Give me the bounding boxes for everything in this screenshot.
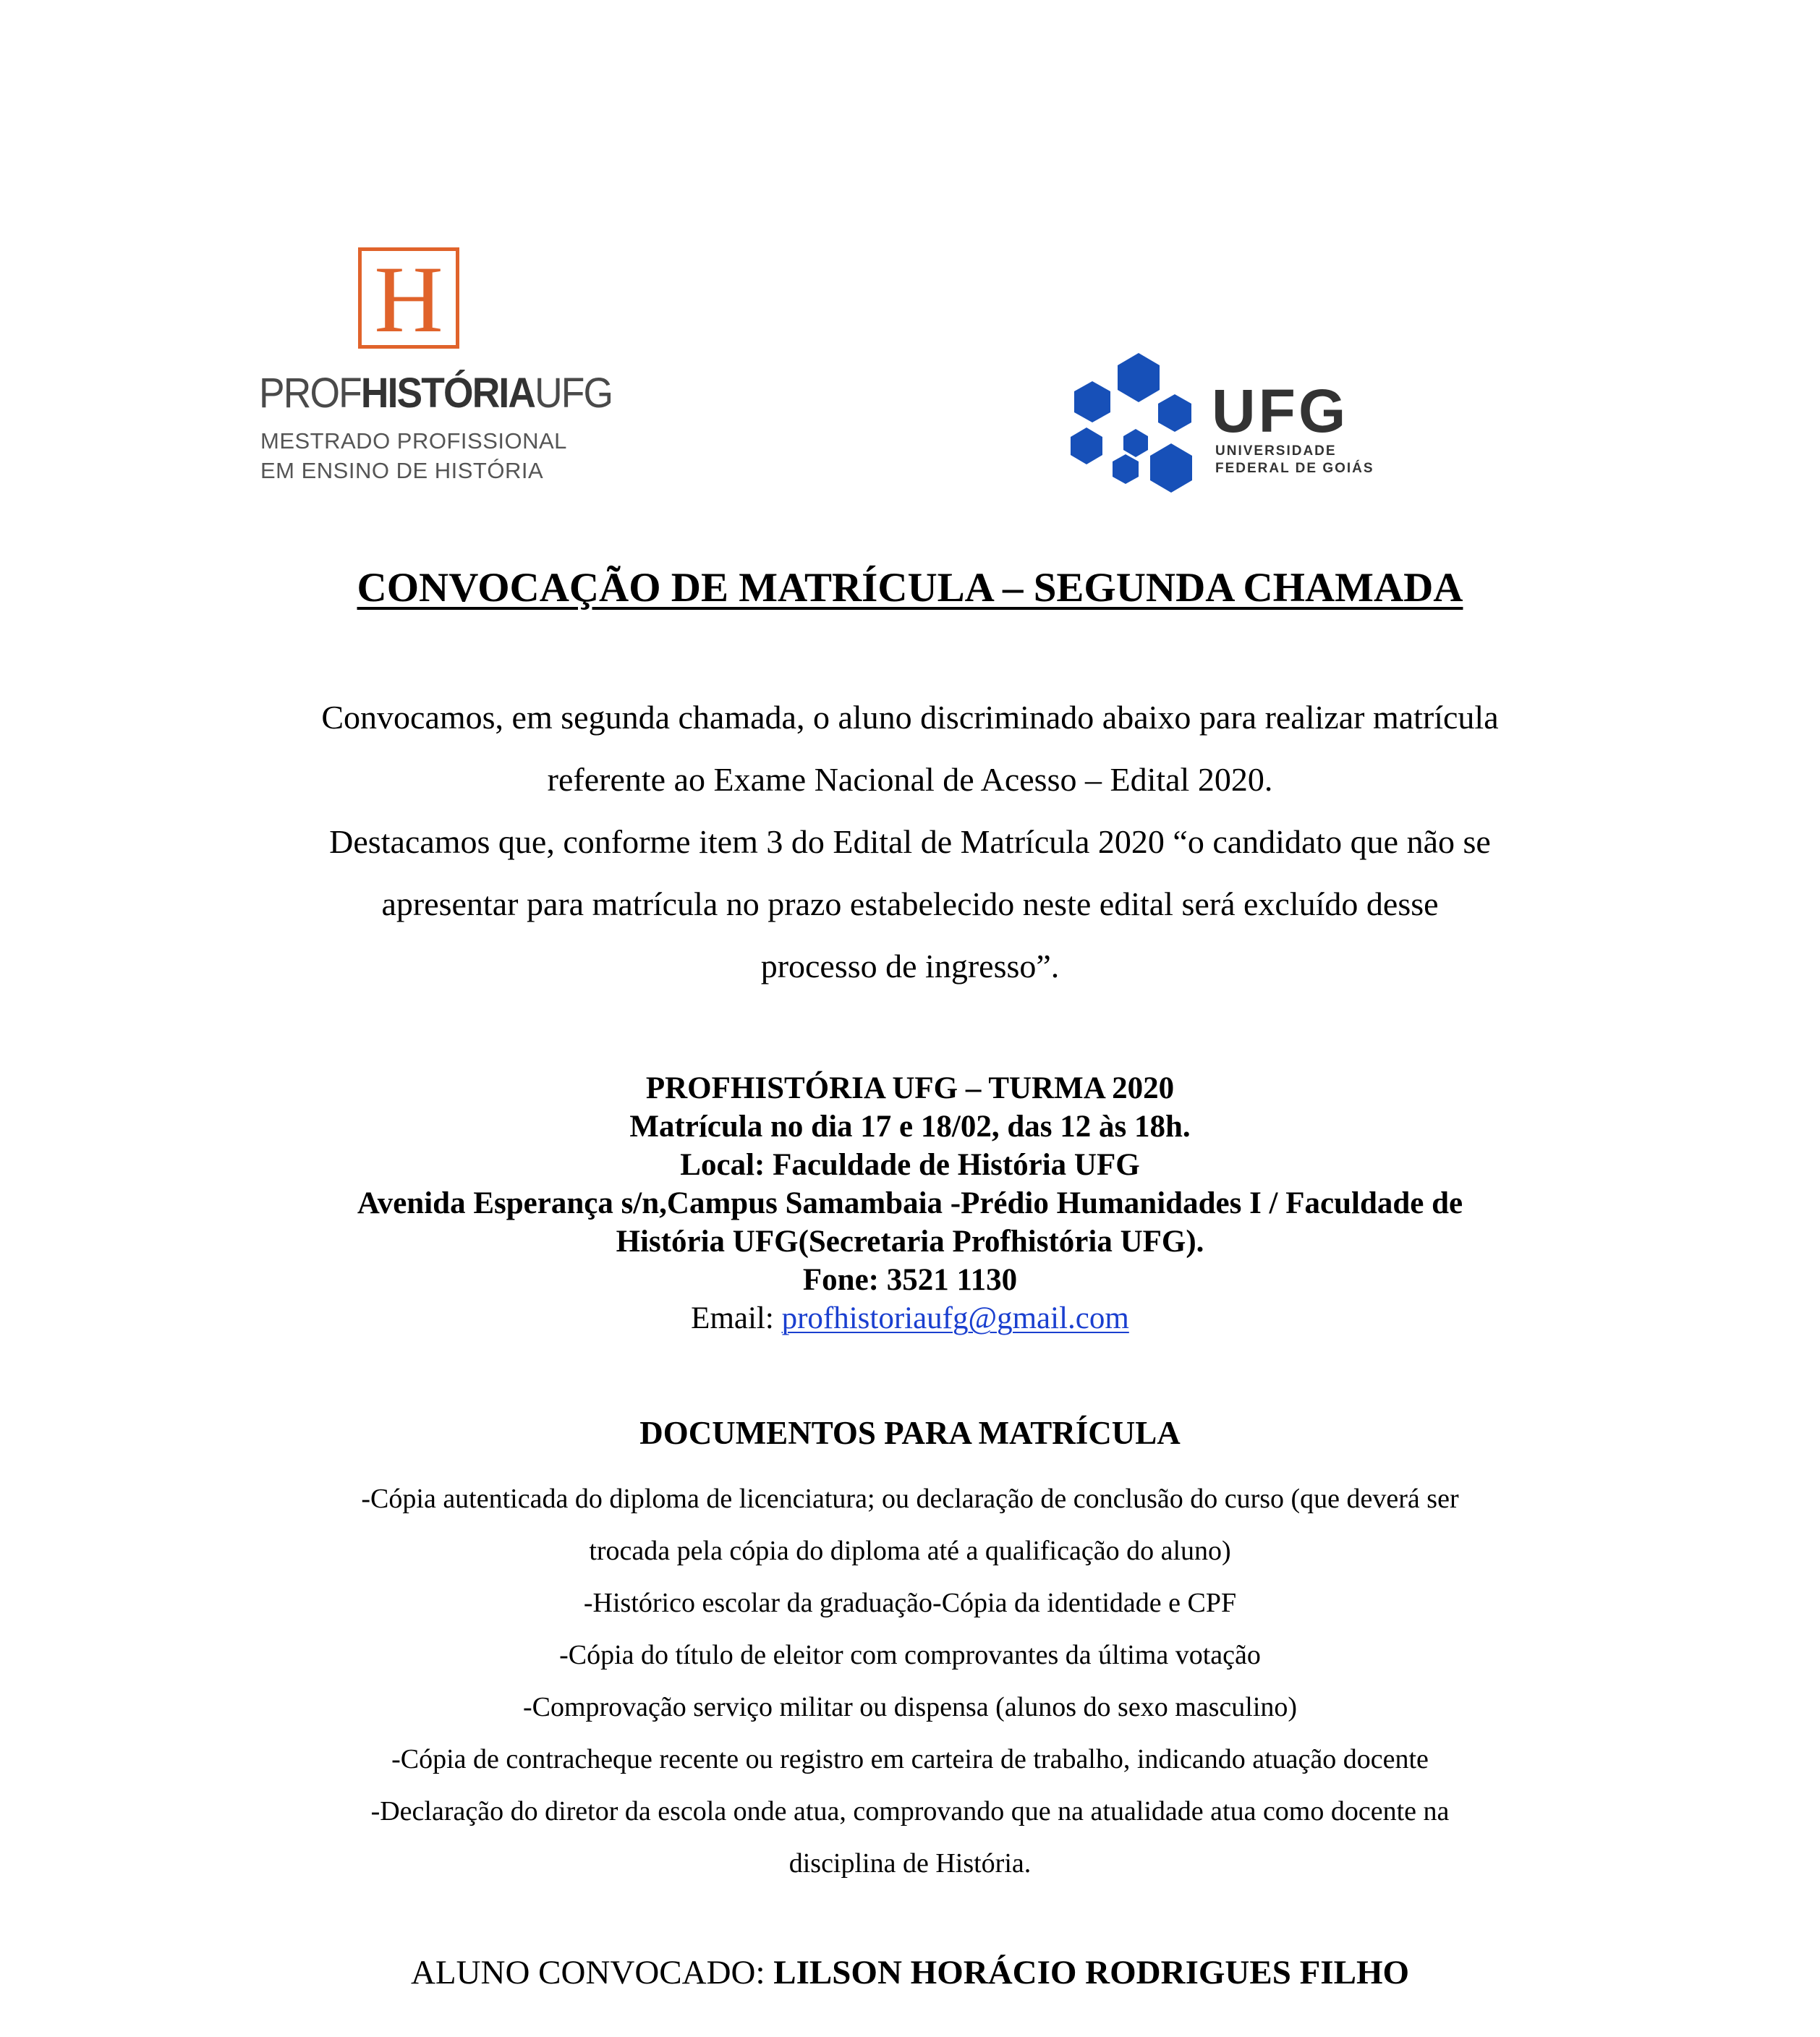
document-item: trocada pela cópia do diploma até a qualificação do aluno) <box>589 1536 1231 1566</box>
logo-letter: H <box>374 246 443 352</box>
document-item: -Cópia de contracheque recente ou registro em carteira de trabalho, indicando atuação docente <box>391 1744 1429 1774</box>
ufg-hex-2 <box>1074 381 1110 422</box>
page-title: CONVOCAÇÃO DE MATRÍCULA – SEGUNDA CHAMADA <box>357 565 1463 611</box>
documents-heading: DOCUMENTOS PARA MATRÍCULA <box>639 1415 1181 1451</box>
profhistoria-logo-mark <box>358 246 459 352</box>
intro-line-3: Destacamos que, conforme item 3 do Edital de Matrícula 2020 “o candidato que não se <box>329 823 1491 860</box>
email-link[interactable]: profhistoriaufg@gmail.com <box>781 1301 1129 1335</box>
document-item: -Declaração do diretor da escola onde atua, comprovando que na atualidade atua como docente na <box>370 1796 1450 1827</box>
email-label: Email: <box>691 1301 782 1335</box>
ufg-hex-6 <box>1113 454 1139 484</box>
ufg-hex-4 <box>1071 428 1102 464</box>
student-name: LILSON HORÁCIO RODRIGUES FILHO <box>773 1954 1410 1991</box>
ufg-hex-5 <box>1123 429 1148 457</box>
document-item: -Histórico escolar da graduação-Cópia da identidade e CPF <box>583 1588 1237 1618</box>
document-item: -Cópia do título de eleitor com comprovantes da última votação <box>559 1640 1261 1670</box>
ufg-hex-3 <box>1158 394 1191 432</box>
student-line <box>0 1953 1820 1992</box>
ufg-logo-line2: FEDERAL DE GOIÁS <box>1215 461 1374 476</box>
info-phone: Fone: 3521 1130 <box>802 1263 1018 1297</box>
ufg-wordmark: UFG <box>1212 377 1349 445</box>
logo-name-bold: HISTÓRIA <box>360 370 535 417</box>
logo-name-suffix: UFG <box>535 370 613 417</box>
ufg-hex-1 <box>1118 353 1160 402</box>
info-address-2: História UFG(Secretaria Profhistória UFG). <box>616 1225 1204 1259</box>
document-item: disciplina de História. <box>788 1848 1032 1879</box>
info-turma: PROFHISTÓRIA UFG – TURMA 2020 <box>645 1071 1175 1105</box>
profhistoria-logo-name <box>259 369 613 417</box>
info-address-1: Avenida Esperança s/n,Campus Samambaia -Prédio Humanidades I / Faculdade de <box>357 1186 1463 1220</box>
profhistoria-logo-line1: MESTRADO PROFISSIONAL <box>260 428 567 454</box>
ufg-hex-7 <box>1150 443 1192 493</box>
logo-name-prefix: PROF <box>259 370 361 417</box>
info-email-line <box>0 1301 1820 1336</box>
intro-line-5: processo de ingresso”. <box>760 948 1060 985</box>
ufg-logo-line1: UNIVERSIDADE <box>1215 443 1337 459</box>
student-label: ALUNO CONVOCADO: <box>410 1954 774 1991</box>
intro-line-4: apresentar para matrícula no prazo estabelecido neste edital será excluído desse <box>381 885 1439 922</box>
document-item: -Comprovação serviço militar ou dispensa (alunos do sexo masculino) <box>522 1692 1298 1722</box>
info-date: Matrícula no dia 17 e 18/02, das 12 às 18h. <box>629 1110 1191 1144</box>
intro-line-2: referente ao Exame Nacional de Acesso – Edital 2020. <box>547 761 1273 798</box>
document-item: -Cópia autenticada do diploma de licenciatura; ou declaração de conclusão do curso (que deverá ser <box>361 1484 1459 1514</box>
intro-line-1: Convocamos, em segunda chamada, o aluno discriminado abaixo para realizar matrícula <box>321 699 1499 736</box>
info-location: Local: Faculdade de História UFG <box>680 1148 1140 1182</box>
profhistoria-logo-line2: EM ENSINO DE HISTÓRIA <box>260 458 544 483</box>
